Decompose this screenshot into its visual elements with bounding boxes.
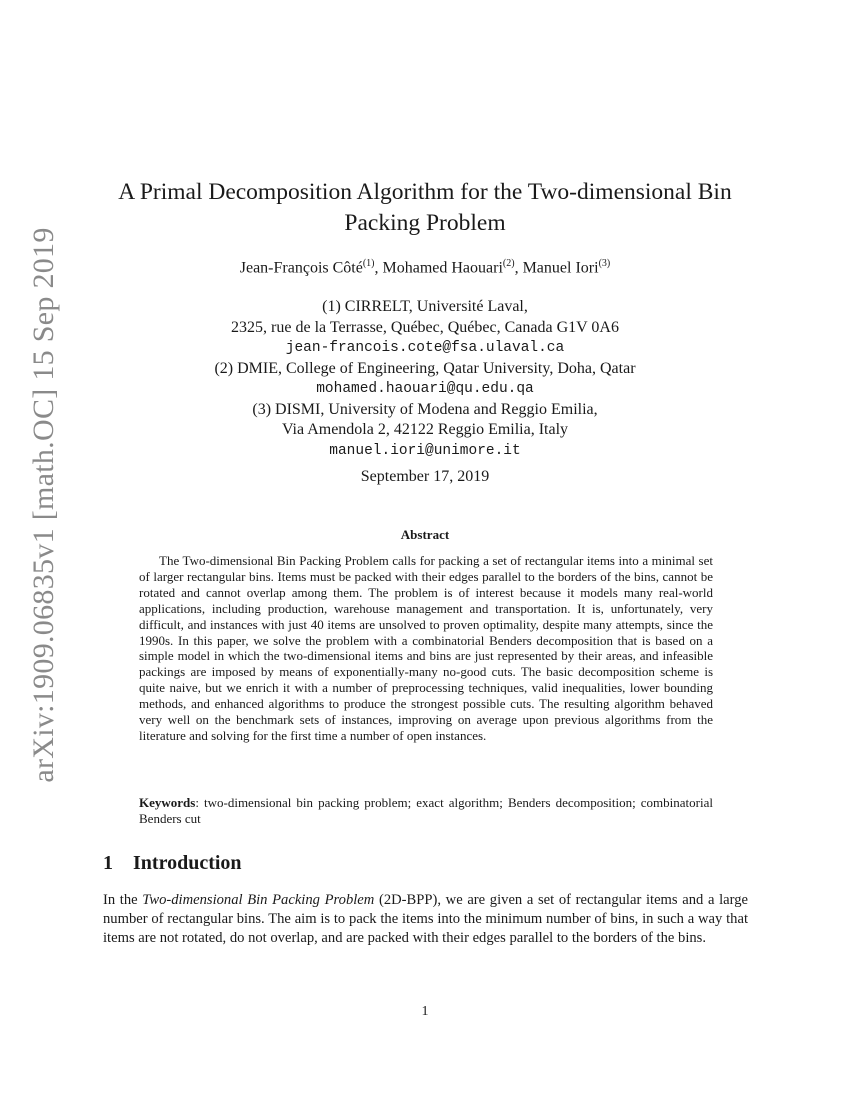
keywords xyxy=(139,795,713,827)
keywords-label: Keywords xyxy=(139,795,196,810)
abstract-text: The Two-dimensional Bin Packing Problem calls for packing a set of rectangular items into a minimal set of larger rectangular bins. Items must be packed with their edges parallel to the borders of the bins, cannot be rotated and cannot overlap among them. The problem is of interest because it models many real-world applications, including production, warehouse management and transportation. It is, unfortunately, very difficult, and instances with just 40 items are unsolved to proven optimality, despite many attempts, since the 1990s. In this paper, we solve the problem with a combinatorial Benders decomposition that is based on a simple model in which the two-dimensional items and bins are just represented by their areas, and infeasible packings are imposed by means of exponentially-many no-good cuts. The basic decomposition scheme is quite naive, but we enrich it with a number of preprocessing techniques, valid inequalities, lower bounding methods, and enhanced algorithms to produce the strongest possible cuts. The resulting algorithm behaved very well on the benchmark sets of instances, improving on average upon previous algorithms from the literature and solving for the first time a number of open instances. xyxy=(139,553,713,743)
intro-italic-term: Two-dimensional Bin Packing Problem xyxy=(142,892,375,908)
affiliation-2-email: mohamed.haouari@qu.edu.qa xyxy=(316,381,534,397)
section-title: Introduction xyxy=(133,852,242,874)
affiliation-1-line-1: (1) CIRRELT, Université Laval, xyxy=(322,298,528,315)
affiliation-3-email: manuel.iori@unimore.it xyxy=(329,442,521,459)
section-heading xyxy=(103,852,242,875)
author-2-mark: (2) xyxy=(502,258,515,269)
affiliation-1-line-2: 2325, rue de la Terrasse, Québec, Québec, Canada G1V 0A6 xyxy=(231,318,619,336)
arxiv-stamp: arXiv:1909.06835v1 [math.OC] 15 Sep 2019 xyxy=(27,227,60,783)
paper-date: September 17, 2019 xyxy=(360,468,490,485)
abstract-heading: Abstract xyxy=(400,527,450,542)
author-1-mark: (1) xyxy=(362,258,375,269)
keywords-text: : two-dimensional bin packing problem; exact algorithm; Benders decomposition; combinatorial Benders cut xyxy=(139,795,713,826)
page-number: 1 xyxy=(421,1004,429,1019)
author-3: Manuel Iori xyxy=(522,259,599,277)
intro-after: (2D-BPP), we are given a set of rectangular items and a large number of rectangular bins. The aim is to pack the items into the minimum number of bins, in such a way that items are not rotated, do not overlap, and are packed with their edges parallel to the borders of the bins. xyxy=(103,892,748,946)
author-1: Jean-François Côté xyxy=(239,259,363,277)
paper-title xyxy=(0,177,850,239)
author-3-mark: (3) xyxy=(598,258,611,269)
title-line-1: A Primal Decomposition Algorithm for the Two-dimensional Bin xyxy=(118,179,732,205)
intro-before: In the xyxy=(103,892,143,908)
affiliation-2-line-1: (2) DMIE, College of Engineering, Qatar University, Doha, Qatar xyxy=(214,359,636,377)
affiliations xyxy=(0,297,850,461)
affiliation-3-line-2: Via Amendola 2, 42122 Reggio Emilia, Italy xyxy=(281,421,569,438)
section-number: 1 xyxy=(103,852,113,874)
affiliation-3-line-1: (3) DISMI, University of Modena and Reggio Emilia, xyxy=(252,400,598,418)
title-line-2: Packing Problem xyxy=(344,210,506,236)
author-2: Mohamed Haouari xyxy=(382,259,503,277)
intro-paragraph xyxy=(103,891,748,948)
author-list: Jean-François Côté$^{(1)}$, Mohamed Haouari$^{(2)}$, Manuel Iori$^{(3)}$ xyxy=(239,258,611,277)
affiliation-1-email: jean-francois.cote@fsa.ulaval.ca xyxy=(285,340,565,356)
